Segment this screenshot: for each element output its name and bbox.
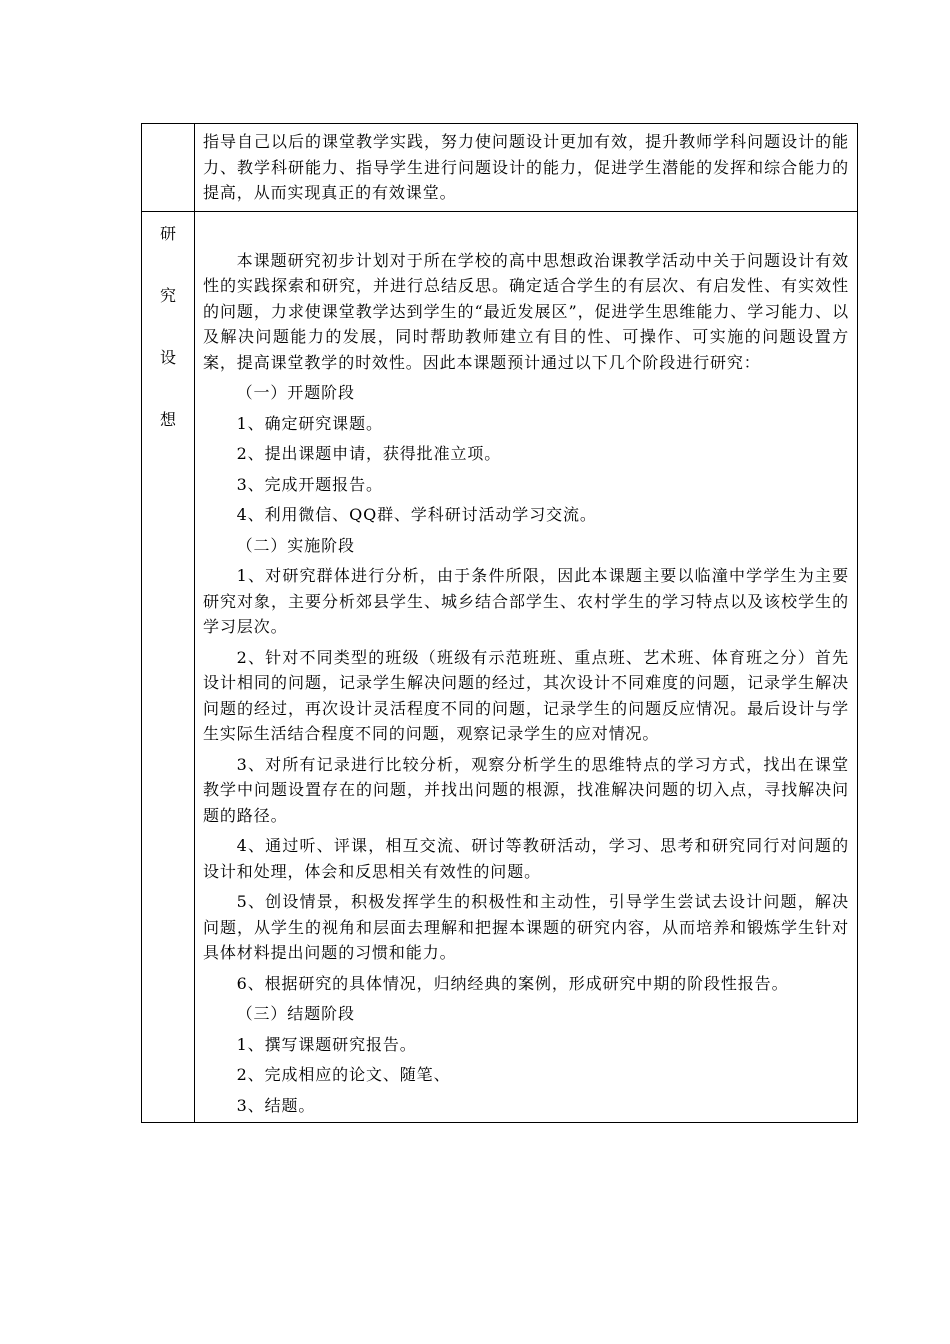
table-row-research-plan xyxy=(142,211,858,1123)
vertical-label xyxy=(142,212,194,432)
label-char: 究 xyxy=(159,285,176,305)
document-table xyxy=(141,123,858,1123)
list-item: 6、根据研究的具体情况，归纳经典的案例，形成研究中期的阶段性报告。 xyxy=(236,973,789,993)
continuation-paragraph: 指导自己以后的课堂教学实践，努力使问题设计更加有效，提升教师学科问题设计的能力、教学科研能力、指导学生进行问题设计的能力，促进学生潜能的发挥和综合能力的提高，从而实现真正的有效课堂。 xyxy=(203,132,849,202)
list-item: 2、完成相应的论文、随笔、 xyxy=(236,1065,451,1084)
list-item: 3、完成开题报告。 xyxy=(236,474,383,494)
row-content xyxy=(195,124,858,212)
label-char: 设 xyxy=(159,347,176,367)
list-item: 2、提出课题申请，获得批准立项。 xyxy=(236,444,502,463)
stage-heading: （三）结题阶段 xyxy=(236,1004,355,1023)
label-char: 研 xyxy=(159,223,176,243)
row-label-empty xyxy=(142,124,195,212)
list-item: 4、通过听、评课，相互交流、研讨等教研活动，学习、思考和研究同行对问题的设计和处理，体会和反思相关有效性的问题。 xyxy=(203,836,849,881)
stage-heading: （二）实施阶段 xyxy=(236,535,355,555)
list-item: 1、撰写课题研究报告。 xyxy=(236,1034,417,1054)
list-item: 5、创设情景，积极发挥学生的积极性和主动性，引导学生尝试去设计问题，解决问题，从学生的视角和层面去理解和把握本课题的研究内容，从而培养和锻炼学生针对具体材料提出问题的习惯和能力。 xyxy=(203,892,849,962)
research-plan-content xyxy=(195,211,858,1123)
list-item: 2、针对不同类型的班级（班级有示范班班、重点班、艺术班、体育班之分）首先设计相同的问题，记录学生解决问题的经过，其次设计不同难度的问题，记录学生解决问题的经过，再次设计灵活程度不同的问题，记录学生的问题反应情况。最后设计与学生实际生活结合程度不同的问题，观察记录学生的应对情况。 xyxy=(203,647,849,743)
stage-heading: （一）开题阶段 xyxy=(236,383,355,402)
intro-paragraph: 本课题研究初步计划对于所在学校的高中思想政治课教学活动中关于问题设计有效性的实践探索和研究，并进行总结反思。确定适合学生的有层次、有启发性、有实效性的问题，力求使课堂教学达到学生的“最近发展区”，促进学生思维能力、学习能力、以及解决问题能力的发展，同时帮助教师建立有目的性、可操作、可实施的问题设置方案，提高课堂教学的时效性。因此本课题预计通过以下几个阶段进行研究： xyxy=(203,250,849,372)
list-item: 3、结题。 xyxy=(236,1095,316,1115)
list-item: 1、确定研究课题。 xyxy=(236,413,383,433)
table-row-continuation xyxy=(142,124,858,212)
row-label-research-plan xyxy=(142,211,195,1123)
list-item: 4、利用微信、QQ群、学科研讨活动学习交流。 xyxy=(236,505,597,524)
list-item: 1、对研究群体进行分析，由于条件所限，因此本课题主要以临潼中学学生为主要研究对象，主要分析郊县学生、城乡结合部学生、农村学生的学习特点以及该校学生的学习层次。 xyxy=(203,566,849,636)
list-item: 3、对所有记录进行比较分析，观察分析学生的思维特点的学习方式，找出在课堂教学中问题设置存在的问题，并找出问题的根源，找准解决问题的切入点，寻找解决问题的路径。 xyxy=(203,754,849,825)
label-char: 想 xyxy=(159,409,176,429)
